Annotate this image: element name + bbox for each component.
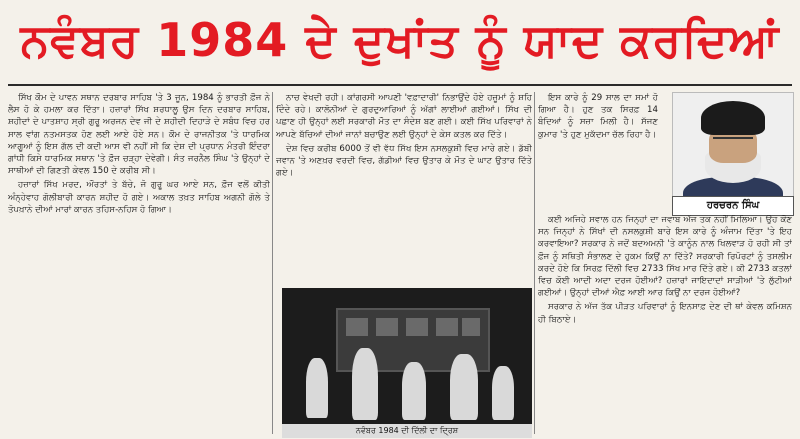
headline-rule xyxy=(8,84,792,86)
headline: ਨਵੰਬਰ 1984 ਦੇ ਦੁਖਾਂਤ ਨੂੰ ਯਾਦ ਕਰਦਿਆਂ xyxy=(20,13,780,67)
paragraph: ਦੇਸ਼ ਵਿਚ ਕਰੀਬ 6000 ਤੋਂ ਵੀ ਵੱਧ ਸਿੱਖ ਇਸ ਨਸਲਕੁਸ਼ੀ ਵਿਚ ਮਾਰੇ ਗਏ। ਡੱਬੀ ਜਵਾਨ 'ਤੇ ਅਣਖ਼ਰ ਵਰਦੀ ਵਿਚ, ਗੱਡੀਆਂ ਵਿਚ ਉਤਾਰ ਕੇ ਮੌਤ ਦੇ ਘਾਟ ਉਤਾਰ ਦਿੱਤੇ ਗਏ। xyxy=(276,143,532,179)
article-column-1 xyxy=(8,92,270,434)
paragraph: ਇਸ ਕਾਰੇ ਨੂੰ 29 ਸਾਲ ਦਾ ਸਮਾਂ ਹੋ ਗਿਆ ਹੈ। ਹੁਣ ਤਕ ਸਿਰਫ਼ 14 ਬੰਦਿਆਂ ਨੂੰ ਸਜ਼ਾ ਮਿਲੀ ਹੈ। ਸੱਜਣ ਕੁਮਾਰ 'ਤੇ ਹੁਣ ਮੁਕੱਦਮਾ ਚੱਲ ਰਿਹਾ ਹੈ। xyxy=(538,93,658,140)
paragraph: ਕਈ ਅਜਿਹੇ ਸਵਾਲ ਹਨ ਜਿਨ੍ਹਾਂ ਦਾ ਜਵਾਬ ਅੱਜ ਤਕ ਨਹੀਂ ਮਿਲਿਆ। ਉਹ ਕੌਣ ਸਨ ਜਿਨ੍ਹਾਂ ਨੇ ਸਿੱਖਾਂ ਦੀ ਨਸਲਕੁਸ਼ੀ ਬਾਰੇ ਇਸ ਕਾਰੇ ਨੂੰ ਅੰਜਾਮ ਦਿੱਤਾ 'ਤੇ ਇਹ ਕਰਵਾਇਆ? ਸਰਕਾਰ ਨੇ ਜਦੋਂ ਬਦਅਮਨੀ 'ਤੇ ਕਾਨੂੰਨ ਨਾਲ ਖਿਲਵਾੜ ਹੋ ਰਹੀ ਸੀ ਤਾਂ ਫ਼ੌਜ ਨੂੰ ਸਥਿਤੀ ਸੰਭਾਲਣ ਦੇ ਹੁਕਮ ਕਿਉਂ ਨਾ ਦਿੱਤੇ? ਸਰਕਾਰੀ ਰਿਪੋਰਟਾਂ ਨੂੰ ਤਸਲੀਮ ਕਰਦੇ ਹੋਏ ਕਿ ਸਿਰਫ਼ ਦਿੱਲੀ ਵਿਚ 2733 ਸਿੱਖ ਮਾਰ ਦਿੱਤੇ ਗਏ। ਕੀ 2733 ਕਤਲਾਂ ਵਿਚ ਕੋਈ ਆਦੀ ਅਦਾ ਦਰਜ ਹੋਈਆਂ? ਹਜ਼ਾਰਾਂ ਜਾਇਦਾਦਾਂ ਸਾੜੀਆਂ 'ਤੇ ਲੁੱਟੀਆਂ ਗਈਆਂ। ਉਨ੍ਹਾਂ ਦੀਆਂ ਐਫ਼ ਆਈ ਆਰ ਕਿਉਂ ਨਾ ਦਰਜ ਹੋਈਆਂ? xyxy=(538,215,792,299)
photo-caption: ਨਵੰਬਰ 1984 ਦੀ ਦਿੱਲੀ ਦਾ ਦ੍ਰਿਸ਼ xyxy=(282,424,532,438)
article-column-2 xyxy=(276,92,532,280)
column-divider xyxy=(534,92,535,434)
author-portrait xyxy=(672,92,794,212)
paragraph: ਸਰਕਾਰ ਨੇ ਅੱਜ ਤੱਕ ਪੀੜਤ ਪਰਿਵਾਰਾਂ ਨੂੰ ਇਨਸਾਫ਼ ਦੇਣ ਦੀ ਥਾਂ ਕੇਵਲ ਕਮਿਸ਼ਨ ਹੀ ਬਿਠਾਏ। xyxy=(538,302,792,325)
riot-photo xyxy=(282,288,532,438)
column-divider xyxy=(272,92,273,434)
paragraph: ਹਜ਼ਾਰਾਂ ਸਿੱਖ ਮਰਦ, ਔਰਤਾਂ ਤੇ ਬੱਚੇ, ਜੋ ਗੁਰੂ ਘਰ ਆਏ ਸਨ, ਫ਼ੌਜ ਵਲੋਂ ਕੀਤੀ ਅੰਨ੍ਹੇਵਾਹ ਗੋਲੀਬਾਰੀ ਕਾਰਨ ਸ਼ਹੀਦ ਹੋ ਗਏ। ਅਕਾਲ ਤਖ਼ਤ ਸਾਹਿਬ ਅਗਨੀ ਗੋਲੇ ਤੇ ਤੋਪਖ਼ਾਨੇ ਦੀਆਂ ਮਾਰਾਂ ਕਾਰਨ ਤਹਿਸ-ਨਹਿਸ ਹੋ ਗਿਆ। xyxy=(8,180,270,215)
paragraph: ਸਿੱਖ ਕੌਮ ਦੇ ਪਾਵਨ ਸਥਾਨ ਦਰਬਾਰ ਸਾਹਿਬ 'ਤੇ 3 ਜੂਨ, 1984 ਨੂੰ ਭਾਰਤੀ ਫ਼ੌਜ ਨੇ ਲੈਸ ਹੋ ਕੇ ਹਮਲਾ ਕਰ ਦਿੱਤਾ। ਹਜ਼ਾਰਾਂ ਸਿੱਖ ਸ਼ਰਧਾਲੂ ਉਸ ਦਿਨ ਦਰਬਾਰ ਸਾਹਿਬ, ਸ਼ਹੀਦਾਂ ਦੇ ਪਾਤਸ਼ਾਹ ਸ੍ਰੀ ਗੁਰੂ ਅਰਜਨ ਦੇਵ ਜੀ ਦੇ ਸ਼ਹੀਦੀ ਦਿਹਾੜੇ ਦੇ ਸਬੰਧ ਵਿਚ ਹਰ ਸਾਲ ਵਾਂਗ ਨਤਮਸਤਕ ਹੋਣ ਲਈ ਆਏ ਹੋਏ ਸਨ। ਕੌਮ ਦੇ ਰਾਜਨੀਤਕ 'ਤੇ ਧਾਰਮਿਕ ਆਗੂਆਂ ਨੂੰ ਇਸ ਗੱਲ ਦੀ ਕਦੀ ਆਸ ਵੀ ਨਹੀਂ ਸੀ ਕਿ ਦੇਸ਼ ਦੀ ਪ੍ਰਧਾਨ ਮੰਤਰੀ ਇੰਦਰਾ ਗਾਂਧੀ ਕਿਸੇ ਧਾਰਮਿਕ ਸਥਾਨ 'ਤੇ ਫ਼ੌਜ ਚੜ੍ਹਾ ਦੇਵੇਗੀ। ਸੰਤ ਜਰਨੈਲ ਸਿੰਘ 'ਤੇ ਉਨ੍ਹਾਂ ਦੇ ਸਾਥੀਆਂ ਦੀ ਗਿਣਤੀ ਕੇਵਲ 150 ਦੇ ਕਰੀਬ ਸੀ। xyxy=(8,93,270,177)
author-byline: ਹਰਚਰਨ ਸਿੰਘ xyxy=(672,196,794,216)
article-column-3 xyxy=(538,92,658,210)
paragraph: ਨਾਚ ਵੇਖਦੀ ਰਹੀ। ਕਾਂਗਰਸੀ ਆਪਣੀ 'ਵਫ਼ਾਦਾਰੀ' ਨਿਭਾਉਂਦੇ ਹੋਏ ਹਜੂਮਾਂ ਨੂੰ ਸ਼ਹਿ ਦਿੰਦੇ ਰਹੇ। ਕਾਲੋਨੀਆਂ ਦੇ ਗੁਰਦੁਆਰਿਆਂ ਨੂੰ ਅੱਗਾਂ ਲਾਈਆਂ ਗਈਆਂ। ਸਿੱਖ ਦੀ ਪਛਾਣ ਹੀ ਉਨ੍ਹਾਂ ਲਈ ਸਰਕਾਰੀ ਮੌਤ ਦਾ ਸੰਦੇਸ਼ ਬਣ ਗਈ। ਕਈ ਸਿੱਖ ਪਰਿਵਾਰਾਂ ਨੇ ਆਪਣੇ ਬੱਚਿਆਂ ਦੀਆਂ ਜਾਨਾਂ ਬਚਾਉਣ ਲਈ ਉਨ੍ਹਾਂ ਦੇ ਕੇਸ ਕਤਲ ਕਰ ਦਿੱਤੇ। xyxy=(276,93,532,140)
article-column-3-continued xyxy=(538,214,792,434)
